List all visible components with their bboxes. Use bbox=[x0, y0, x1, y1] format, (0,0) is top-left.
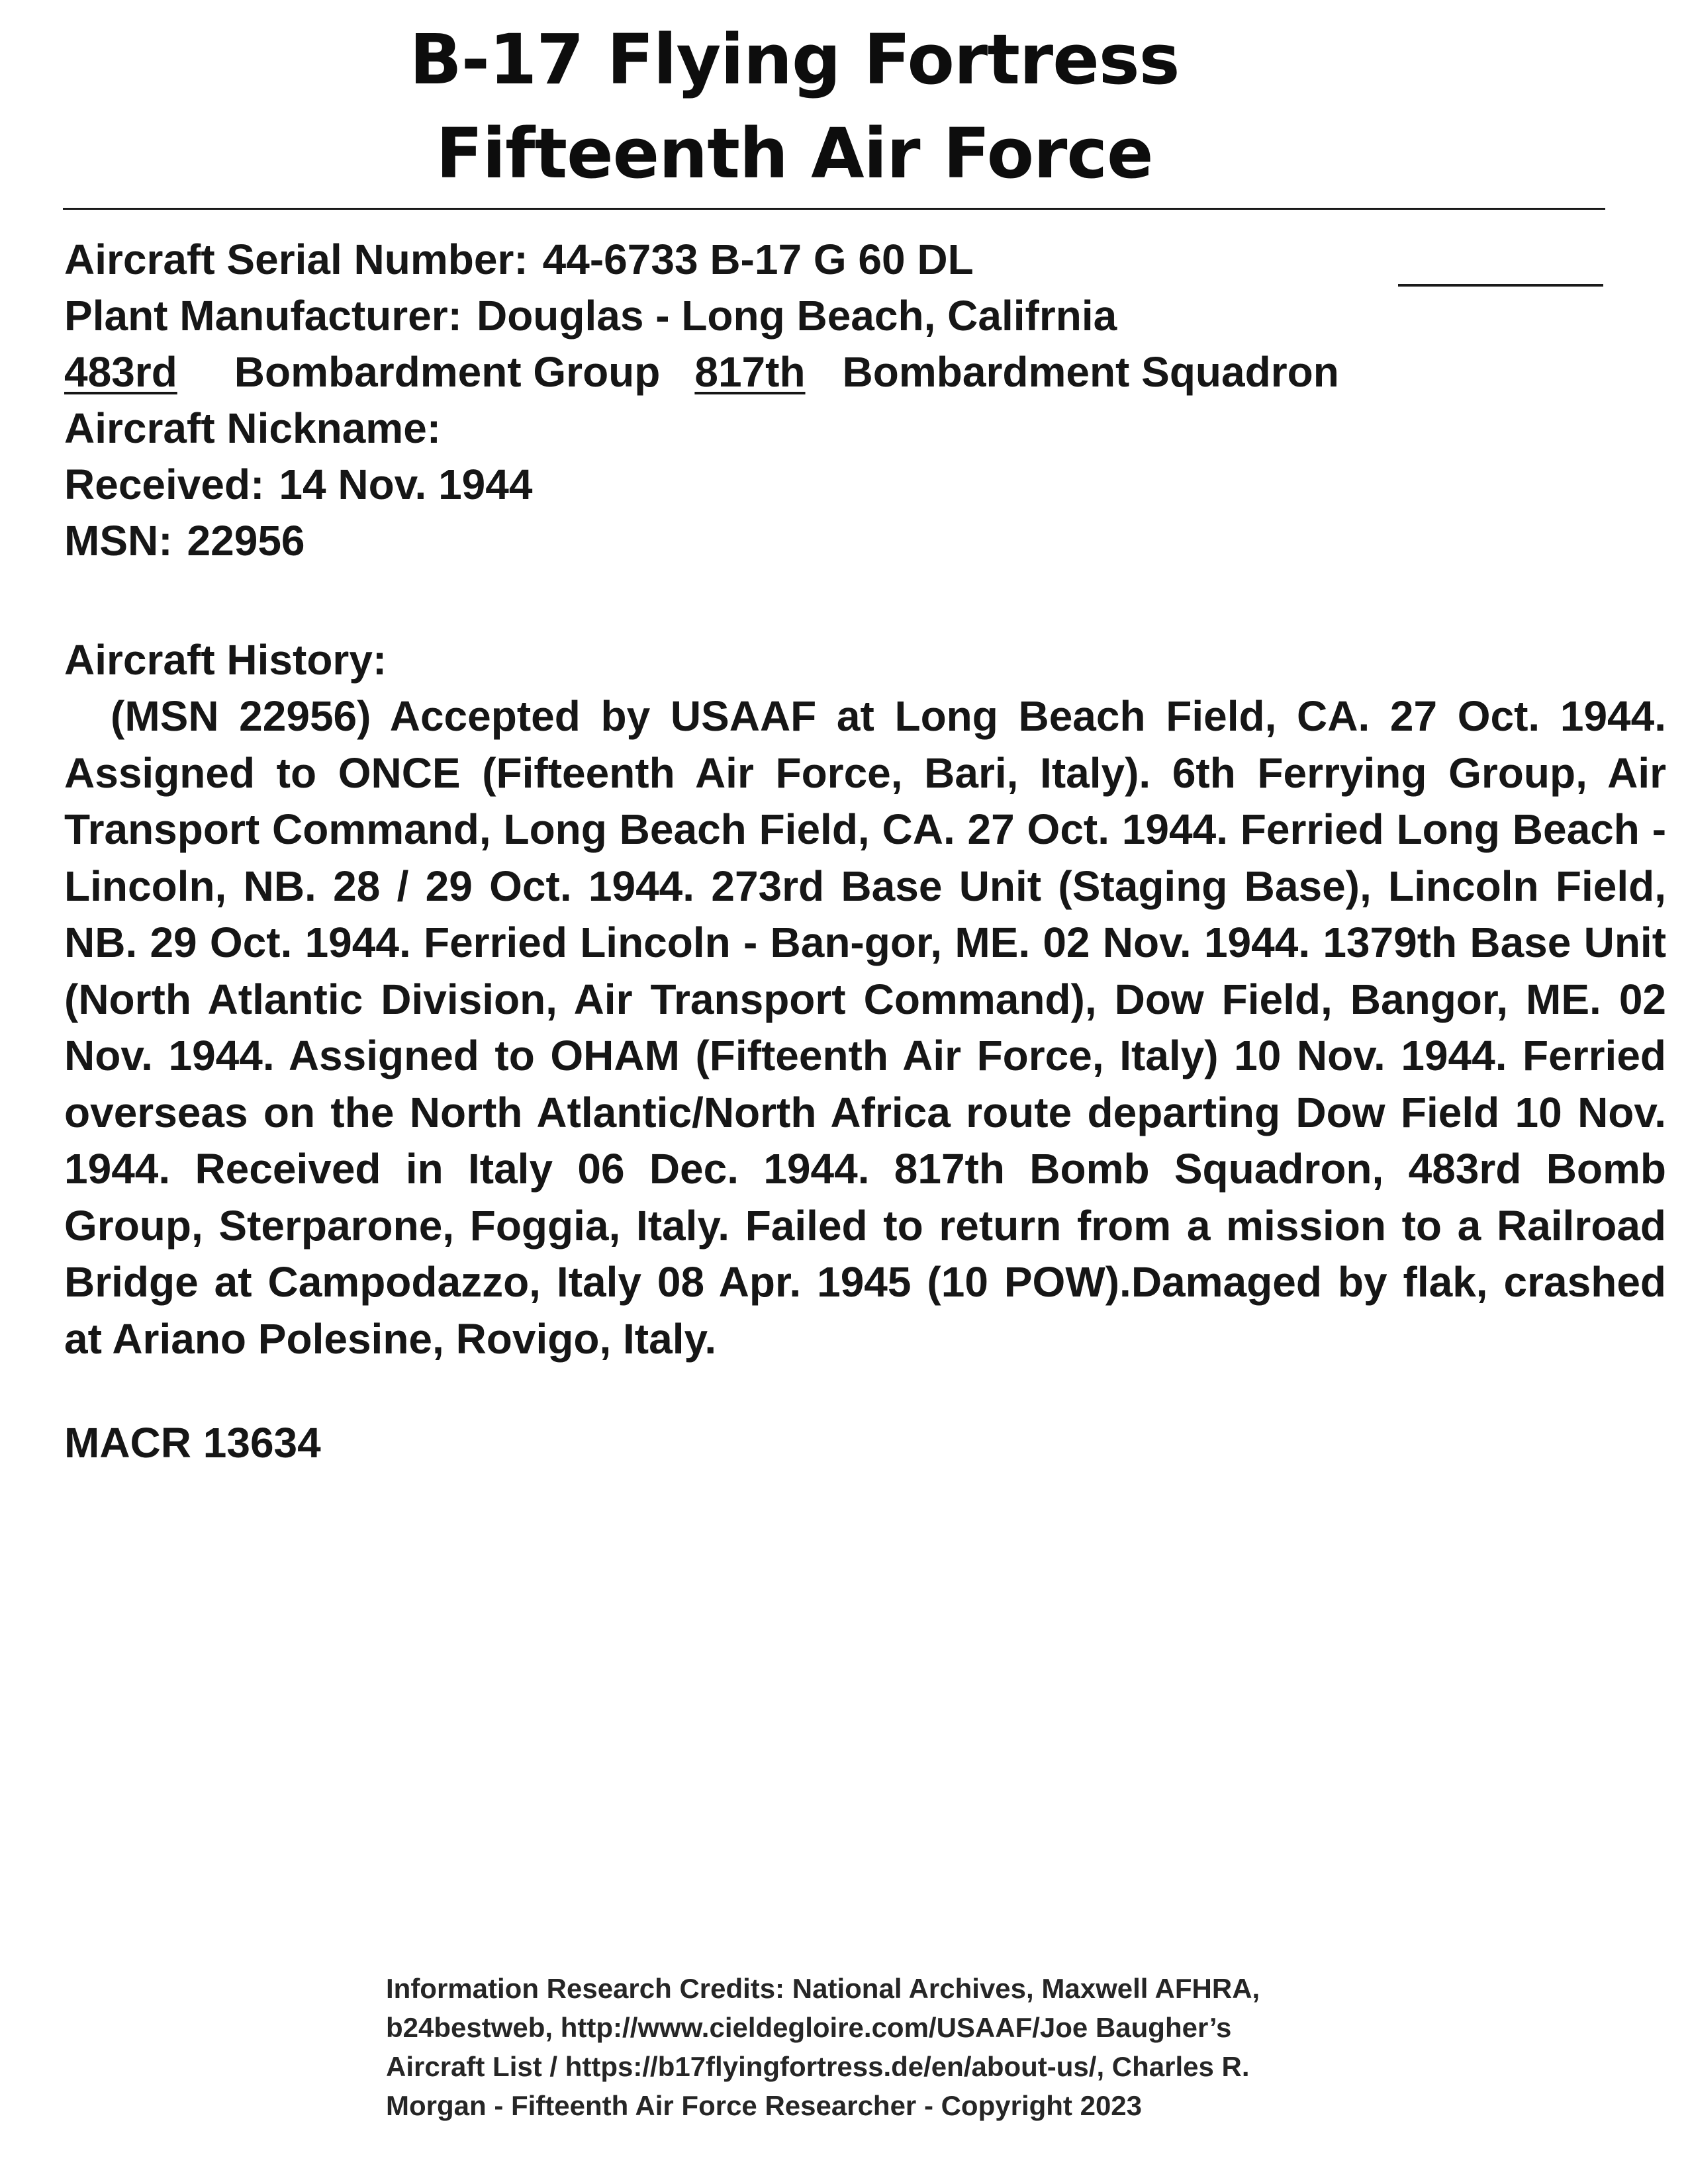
serial-number-row bbox=[64, 232, 1607, 288]
squadron-label: Bombardment Squadron bbox=[842, 348, 1339, 396]
group-number: 483rd bbox=[64, 348, 177, 396]
credits-line-3: Aircraft List / https://b17flyingfortress.de/en/about-us/, Charles R. bbox=[386, 2051, 1250, 2082]
squadron-number: 817th bbox=[694, 348, 806, 396]
serial-blank-underline bbox=[1398, 284, 1603, 287]
unit-row bbox=[64, 344, 1607, 400]
credits-line-4: Morgan - Fifteenth Air Force Researcher - Copyright 2023 bbox=[386, 2090, 1143, 2121]
received-value: 14 Nov. 1944 bbox=[279, 461, 533, 508]
received-row bbox=[64, 457, 1607, 513]
nickname-label: Aircraft Nickname: bbox=[64, 404, 442, 452]
page-title-line-2: Fifteenth Air Force bbox=[436, 113, 1153, 194]
received-label: Received: bbox=[64, 461, 265, 508]
msn-row bbox=[64, 513, 1607, 569]
group-label: Bombardment Group bbox=[234, 348, 661, 396]
credits-line-2: b24bestweb, http://www.cieldegloire.com/USAAF/Joe Baugher’s bbox=[386, 2012, 1232, 2043]
history-heading: Aircraft History: bbox=[64, 636, 387, 684]
research-credits bbox=[386, 1969, 1419, 2125]
manufacturer-value: Douglas - Long Beach, Califrnia bbox=[476, 292, 1117, 340]
page-title-line-1: B-17 Flying Fortress bbox=[409, 19, 1180, 100]
header-divider bbox=[63, 208, 1605, 210]
manufacturer-row bbox=[64, 288, 1607, 344]
msn-label: MSN: bbox=[64, 517, 173, 565]
serial-number-value: 44-6733 B-17 G 60 DL bbox=[542, 236, 974, 283]
macr-number: MACR 13634 bbox=[64, 1419, 321, 1467]
serial-number-label: Aircraft Serial Number: bbox=[64, 236, 528, 283]
credits-line-1: Information Research Credits: National Archives, Maxwell AFHRA, bbox=[386, 1973, 1260, 2004]
manufacturer-label: Plant Manufacturer: bbox=[64, 292, 462, 340]
aircraft-details bbox=[64, 232, 1607, 569]
msn-value: 22956 bbox=[187, 517, 305, 565]
nickname-row bbox=[64, 400, 1607, 457]
history-body: (MSN 22956) Accepted by USAAF at Long Beach Field, CA. 27 Oct. 1944. Assigned to ONCE (Fifteenth Air Force, Bari, Italy). 6th Ferrying Group, Air Transport Command, Long Beach Field, CA. 27 Oct. 1944. Ferried Long Beach - Lincoln, NB. 28 / 29 Oct. 1944. 273rd Base Unit (Staging Base), Lincoln Field, NB. 29 Oct. 1944. Ferried Lincoln - Ban-gor, ME. 02 Nov. 1944. 1379th Base Unit (North Atlantic Division, Air Transport Command), Dow Field, Bangor, ME. 02 Nov. 1944. Assigned to OHAM (Fifteenth Air Force, Italy) 10 Nov. 1944. Ferried overseas on the North Atlantic/North Africa route departing Dow Field 10 Nov. 1944. Received in Italy 06 Dec. 1944. 817th Bomb Squadron, 483rd Bomb Group, Sterparone, Foggia, Italy. Failed to return from a mission to a Railroad Bridge at Campodazzo, Italy 08 Apr. 1945 (10 POW).Damaged by flak, crashed at Ariano Polesine, Rovigo, Italy. bbox=[64, 692, 1666, 1363]
